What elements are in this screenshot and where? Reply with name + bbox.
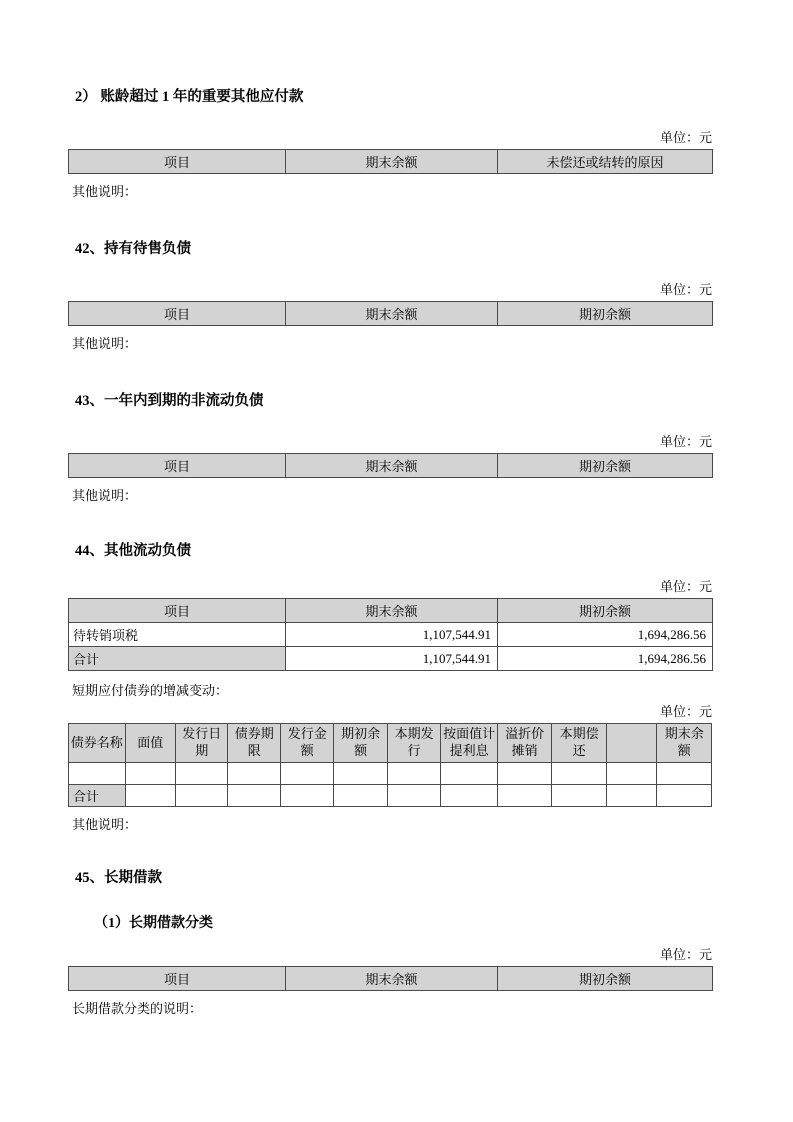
heading-section-42: 42、持有待售负债: [75, 240, 191, 257]
cell-total-beginning: 1,694,286.56: [498, 647, 713, 671]
header-beginning-balance: 期初余额: [498, 599, 713, 623]
table-total-row: [69, 785, 712, 807]
empty-cell: [387, 785, 440, 807]
note-section-45: 长期借款分类的说明：: [72, 1001, 203, 1016]
table-row: [69, 623, 713, 647]
table-empty-row: [69, 763, 712, 785]
cell-item-name: 待转销项税: [69, 623, 286, 647]
header-blank: [606, 724, 656, 763]
unit-label-bond: 单位：元: [659, 704, 712, 720]
header-face-value: 面值: [125, 724, 175, 763]
header-item: 项目: [69, 599, 286, 623]
note-section-44: 其他说明：: [72, 817, 138, 833]
empty-cell: [441, 763, 498, 785]
empty-cell: [175, 763, 227, 785]
header-ending-balance: 期末余额: [286, 453, 498, 477]
empty-cell: [175, 785, 227, 807]
header-current-issue: 本期发行: [387, 724, 440, 763]
header-beginning-balance: 期初余额: [498, 967, 713, 991]
empty-cell: [334, 763, 387, 785]
short-term-bonds-table: [68, 723, 712, 807]
empty-cell: [387, 763, 440, 785]
empty-cell: [441, 785, 498, 807]
cell-beginning-balance: 1,694,286.56: [498, 623, 713, 647]
empty-cell: [657, 763, 712, 785]
empty-cell: [228, 763, 280, 785]
header-bond-term: 债券期限: [228, 724, 280, 763]
cell-total-label: 合计: [69, 647, 286, 671]
note-aging-payables: 其他说明：: [72, 183, 138, 199]
document-page: [68, 0, 712, 1017]
header-item: 项目: [69, 301, 286, 325]
header-unpaid-reason: 未偿还或结转的原因: [498, 149, 713, 173]
header-ending-balance: 期末余额: [286, 149, 498, 173]
empty-cell: [552, 785, 607, 807]
header-ending-balance: 期末余额: [286, 599, 498, 623]
header-ending-balance: 期末余额: [286, 967, 498, 991]
cell-total-label: 合计: [69, 785, 126, 807]
heading-section-43: 43、一年内到期的非流动负债: [75, 392, 264, 409]
header-item: 项目: [69, 149, 286, 173]
note-section-43: 其他说明：: [72, 487, 138, 503]
header-current-repayment: 本期偿还: [552, 724, 607, 763]
header-item: 项目: [69, 453, 286, 477]
header-issue-amount: 发行金额: [280, 724, 333, 763]
header-beginning-balance: 期初余额: [498, 453, 713, 477]
table-total-row: [69, 647, 713, 671]
empty-cell: [280, 763, 333, 785]
empty-cell: [69, 763, 126, 785]
empty-cell: [125, 763, 175, 785]
empty-cell: [125, 785, 175, 807]
heading-section-44: 44、其他流动负债: [75, 542, 191, 559]
header-ending-balance: 期末余额: [286, 301, 498, 325]
unit-label-45: 单位：元: [659, 947, 712, 962]
header-interest-at-face: 按面值计提利息: [441, 724, 498, 763]
empty-cell: [228, 785, 280, 807]
empty-cell: [657, 785, 712, 807]
heading-aging-payables: 2） 账龄超过 1 年的重要其他应付款: [75, 89, 304, 105]
empty-cell: [606, 785, 656, 807]
empty-cell: [497, 785, 552, 807]
table-header-row: [69, 967, 713, 991]
unit-label-44: 单位：元: [659, 579, 712, 595]
table-header-row: [69, 599, 713, 623]
empty-cell: [334, 785, 387, 807]
long-term-loans-table: [68, 966, 713, 991]
aging-payables-table: [68, 149, 713, 174]
note-section-42: 其他说明：: [72, 335, 138, 351]
header-premium-amortization: 溢折价摊销: [497, 724, 552, 763]
table-header-row: [69, 149, 713, 173]
table-header-row: [69, 724, 712, 763]
unit-label-43: 单位：元: [659, 433, 712, 449]
held-for-sale-liabilities-table: [68, 301, 713, 326]
cell-total-ending: 1,107,544.91: [286, 647, 498, 671]
header-bond-name: 债券名称: [69, 724, 126, 763]
empty-cell: [497, 763, 552, 785]
header-beginning-balance: 期初余额: [334, 724, 387, 763]
subheading-long-term-loans: （1）长期借款分类: [94, 916, 213, 931]
noncurrent-liabilities-due-table: [68, 453, 713, 478]
table-header-row: [69, 301, 713, 325]
unit-label-42: 单位：元: [659, 281, 712, 297]
header-issue-date: 发行日期: [175, 724, 227, 763]
unit-label-aging: 单位：元: [659, 129, 712, 145]
other-current-liabilities-table: [68, 598, 713, 671]
header-item: 项目: [69, 967, 286, 991]
empty-cell: [606, 763, 656, 785]
cell-ending-balance: 1,107,544.91: [286, 623, 498, 647]
empty-cell: [280, 785, 333, 807]
table-header-row: [69, 453, 713, 477]
empty-cell: [552, 763, 607, 785]
bond-change-intro: 短期应付债券的增减变动：: [72, 683, 229, 699]
heading-section-45: 45、长期借款: [75, 870, 162, 887]
header-beginning-balance: 期初余额: [498, 301, 713, 325]
header-ending-balance: 期末余额: [657, 724, 712, 763]
